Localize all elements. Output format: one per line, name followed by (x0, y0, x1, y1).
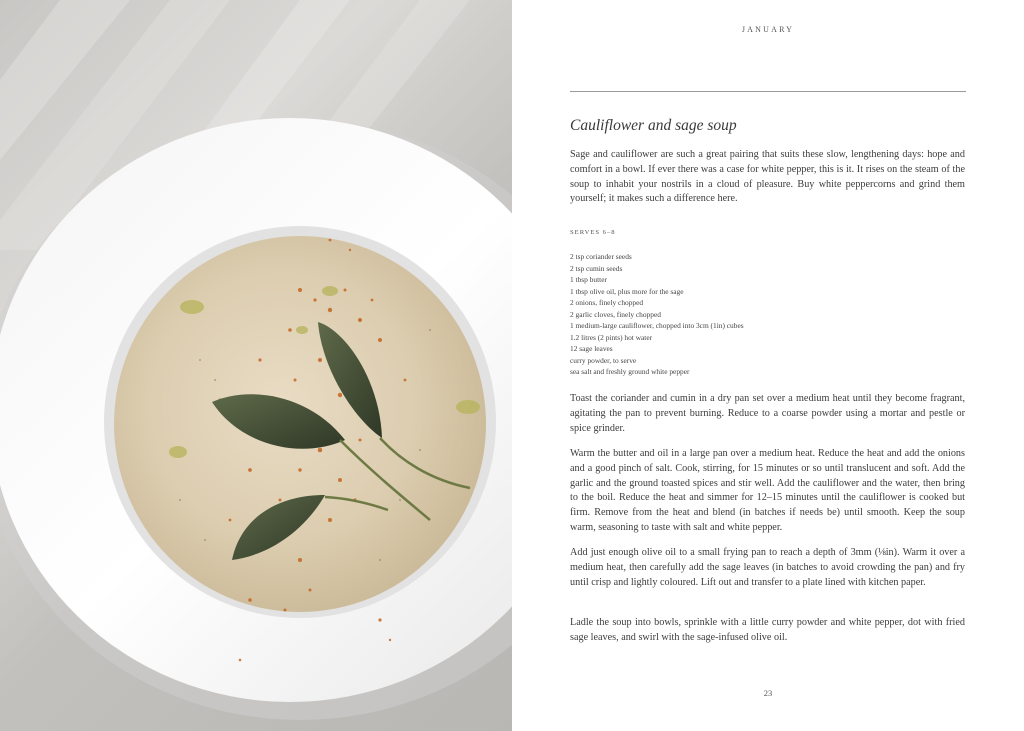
recipe-intro: Sage and cauliflower are such a great pairing that suits these slow, lengthening days: hope and comfort in a bowl. If ever there was a case for white pepper, this is it. It rises on the steam of the soup to inhabit your nostrils in a cloud of pleasure. Buy white peppercorns and grind them yourself; it makes such a difference here. (570, 149, 965, 205)
ingredient-item: 2 tsp cumin seeds (570, 263, 623, 273)
ingredient-item: 1 tbsp olive oil, plus more for the sage (570, 286, 684, 296)
method-step-1: Toast the coriander and cumin in a dry pan set over a medium heat until they become fragrant, agitating the pan to prevent burning. Reduce to a coarse powder using a mortar and pestle or spice grinder. (570, 393, 965, 434)
ingredient-item: 2 onions, finely chopped (570, 298, 644, 308)
ingredient-item: 1.2 litres (2 pints) hot water (570, 332, 653, 342)
ingredient-item: sea salt and freshly ground white pepper (570, 367, 690, 377)
header-rule (570, 91, 966, 92)
serves-label: SERVES 6–8 (570, 229, 616, 236)
ingredient-item: 2 garlic cloves, finely chopped (570, 309, 661, 319)
ingredient-item: 12 sage leaves (570, 344, 613, 354)
ingredient-item: 1 tbsp butter (570, 275, 607, 285)
running-head: JANUARY (741, 25, 795, 34)
ingredient-item: 1 medium-large cauliflower, chopped into 3cm (1in) cubes (570, 321, 744, 331)
method-step-4: Ladle the soup into bowls, sprinkle with a little curry powder and white pepper, dot with fried sage leaves, and swirl with the sage-infused olive oil. (570, 617, 965, 643)
method-step-3: Add just enough olive oil to a small frying pan to reach a depth of 3mm (⅛in). Warm it over a medium heat, then carefully add the sage leaves (in batches to avoid crowding the pan) and fry until crisp and lightly coloured. Lift out and transfer to a plate lined with kitchen paper. (570, 547, 965, 588)
method-step-2: Warm the butter and oil in a large pan over a medium heat. Reduce the heat and add the onions and a good pinch of salt. Cook, stirring, for 15 minutes or so until translucent and soft. Add the garlic and the ground toasted spices and stir well. Add the cauliflower and the water, then bring to the boil. Reduce the heat and simmer for 12–15 minutes until the cauliflower is cooked but firm. Remove from the heat and blend (in batches if needs be) until smooth. Keep the soup warm, seasoning to taste with salt and white pepper. (570, 448, 965, 533)
ingredient-item: 2 tsp coriander seeds (570, 252, 632, 261)
recipe-page (512, 0, 1024, 731)
ingredient-item: curry powder, to serve (570, 355, 637, 365)
recipe-title: Cauliflower and sage soup (570, 117, 737, 134)
page-number: 23 (763, 688, 773, 698)
ingredient-list (570, 251, 744, 378)
